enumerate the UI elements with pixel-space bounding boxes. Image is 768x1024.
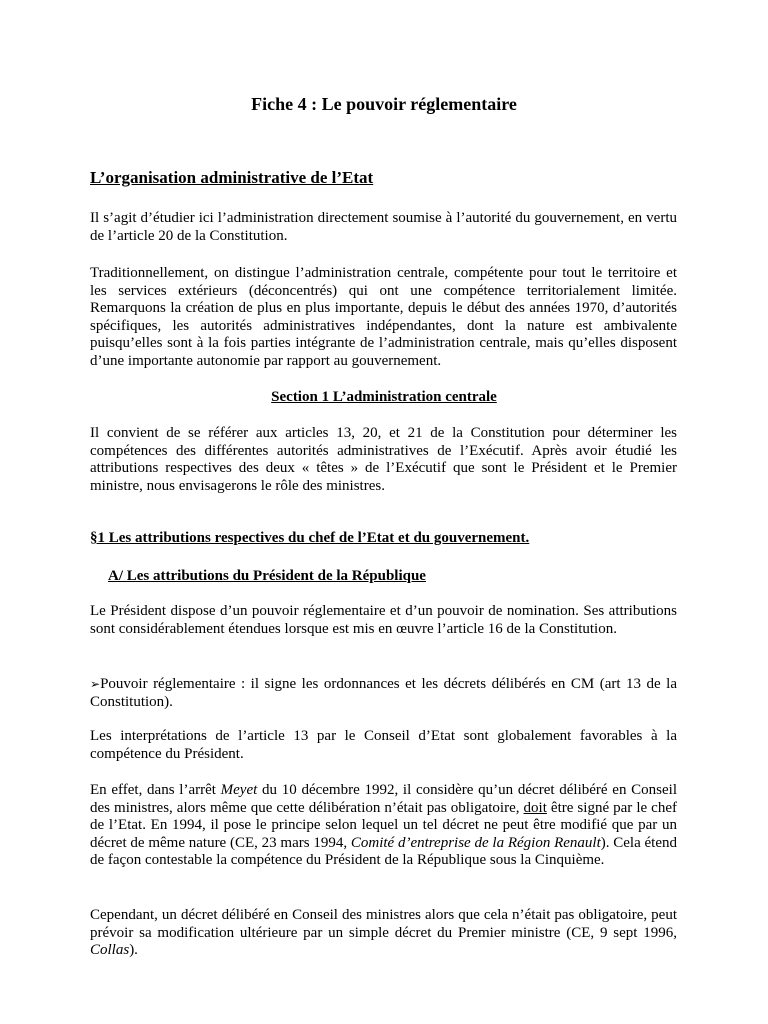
arrow-bullet-icon: ➢: [90, 677, 101, 691]
p8-text-c: ).: [129, 942, 138, 958]
paragraph-5-text: Pouvoir réglementaire : il signe les ordonnances et les décrets délibérés en CM (art 13 de la Constitution).: [90, 676, 677, 710]
document-title: Fiche 4 : Le pouvoir réglementaire: [251, 94, 517, 114]
paragraph-3: Il convient de se référer aux articles 13, 20, et 21 de la Constitution pour déterminer les compétences des différentes autorités administratives de l’Exécutif. Après avoir étudié les attributions respectives des deux « têtes » de l’Exécutif que sont le Président et le Premier ministre, nous envisagerons le rôle des ministres.: [90, 425, 677, 494]
heading-paragraph-1: §1 Les attributions respectives du chef de l’Etat et du gouvernement.: [90, 530, 530, 546]
p7-text-e: être signé par le chef de l’Etat. En 1994, il pose le principe selon lequel un tel décret ne peut être modifié que par un décret de même nature (CE, 23 mars 1994,: [90, 799, 677, 851]
emphasis-doit: doit: [523, 799, 547, 816]
p7-text-g: ). Cela étend de façon contestable la compétence du Président de la République sous la Cinquième.: [90, 834, 677, 868]
p7-text-a: En effet, dans l’arrêt: [90, 782, 221, 798]
case-name-collas: Collas: [90, 942, 130, 958]
paragraph-6: Les interprétations de l’article 13 par le Conseil d’Etat sont globalement favorables à la compétence du Président.: [90, 728, 677, 762]
case-name-renault: Comité d’entreprise de la Région Renault: [350, 834, 601, 851]
paragraph-7: [90, 782, 677, 870]
case-name-meyet: Meyet: [220, 782, 258, 798]
paragraph-1: Il s’agit d’étudier ici l’administration directement soumise à l’autorité du gouvernement, en vertu de l’article 20 de la Constitution.: [90, 210, 677, 244]
paragraph-8: [90, 907, 677, 960]
p7-text-c: du 10 décembre 1992, il considère qu’un décret délibéré en Conseil des ministres, alors même que cette délibération n’était pas obligatoire,: [90, 782, 678, 816]
paragraph-5: [90, 676, 677, 711]
paragraph-4: Le Président dispose d’un pouvoir réglementaire et d’un pouvoir de nomination. Ses attributions sont considérablement étendues lorsque est mis en œuvre l’article 16 de la Constitution.: [90, 603, 677, 637]
heading-organisation: L’organisation administrative de l’Etat: [90, 168, 374, 187]
p8-text-a: Cependant, un décret délibéré en Conseil des ministres alors que cela n’était pas obligatoire, peut prévoir sa modification ultérieure par un simple décret du Premier ministre (CE, 9 sept 1996,: [90, 907, 677, 941]
section-1-heading: Section 1 L’administration centrale: [271, 389, 497, 405]
heading-attributions-president: A/ Les attributions du Président de la République: [108, 568, 426, 584]
paragraph-2: Traditionnellement, on distingue l’administration centrale, compétente pour tout le territoire et les services extérieurs (déconcentrés) qui ont une compétence territorialement limitée. Remarquons la création de plus en plus importante, depuis le début des années 1970, d’autorités spécifiques, les autorités administratives indépendantes, dont la nature est ambivalente puisqu’elles sont à la fois parties intégrante de l’administration centrale, mais qu’elles disposent d’une importante autonomie par rapport au gouvernement.: [90, 265, 677, 369]
